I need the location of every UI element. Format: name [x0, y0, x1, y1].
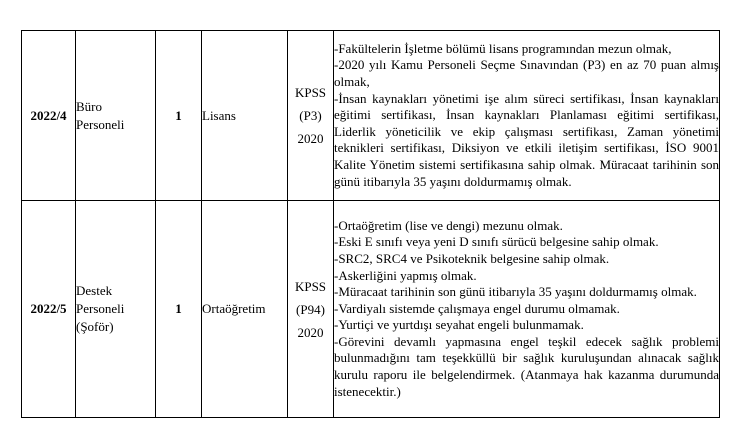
education-level: Lisans: [202, 31, 288, 201]
exam-type-line: 2020: [297, 131, 324, 146]
position-title-line: Personeli: [76, 116, 125, 132]
requirement-item: -2020 yılı Kamu Personeli Seçme Sınavından (P3) en az 70 puan almış olmak,: [334, 57, 719, 90]
requirement-item: -Müracaat tarihinin son günü itibarıyla 35 yaşını doldurmamış olmak.: [334, 284, 697, 300]
exam-type-line: KPSS: [294, 85, 327, 100]
position-code: 2022/5: [22, 201, 76, 418]
position-count: 1: [156, 201, 202, 418]
exam-type-line: 2020: [297, 324, 324, 340]
position-code: 2022/4: [22, 31, 76, 201]
position-title-line: Destek: [76, 283, 113, 298]
requirement-item: -Görevini devamlı yapmasına engel teşkil edecek sağlık problemi bulunmadığını tam teşekküllü bir sağlık kuruluşundan alınacak sağlık kurulu raporu ile belgelendirmek. (Atanmaya hak kazanma durumunda istenecektir.): [334, 333, 719, 399]
requirement-item: -Fakültelerin İşletme bölümü lisans programından mezun olmak,: [334, 40, 672, 56]
table-row: [22, 201, 720, 418]
requirement-item: -Ortaöğretim (lise ve dengi) mezunu olmak.: [334, 217, 563, 233]
education-level: Ortaöğretim: [202, 201, 288, 418]
requirement-item: -Eski E sınıfı veya yeni D sınıfı sürücü belgesine sahip olmak.: [334, 234, 659, 250]
requirement-item: -Askerliğini yapmış olmak.: [334, 267, 477, 283]
table-row: [22, 31, 720, 201]
exam-type-line: KPSS: [294, 278, 327, 294]
job-positions-table: [21, 30, 720, 418]
position-title-line: (Şoför): [76, 319, 114, 334]
requirement-item: -İnsan kaynakları yönetimi işe alım süreci sertifikası, İnsan kaynakları eğitimi sertifikası, İnsan kaynakları Planlaması eğitimi sertifikası, Liderlik yöneticilik ve ekip çalışması sertifikası, Zaman yönetimi teknikleri sertifikası, Diksiyon ve etkili iletişim sertifikası, İSO 9001 Kalite Yönetim sistemi sertifikasına sahip olmak. Müracaat tarihinin son günü itibarıyla 35 yaşını doldurmamış olmak.: [334, 90, 719, 189]
position-title-line: Personeli: [76, 301, 125, 316]
requirement-item: -SRC2, SRC4 ve Psikoteknik belgesine sahip olmak.: [334, 250, 610, 266]
requirements-cell: [334, 31, 720, 201]
exam-type-line: (P3): [299, 108, 322, 123]
exam-type: [288, 31, 334, 201]
position-title-line: Büro: [76, 98, 102, 114]
exam-type-line: (P94): [296, 301, 325, 317]
requirement-item: -Vardiyalı sistemde çalışmaya engel durumu olmamak.: [334, 300, 620, 316]
position-title: [76, 31, 156, 201]
position-count: 1: [156, 31, 202, 201]
requirements-cell: [334, 201, 720, 418]
requirement-item: -Yurtiçi ve yurtdışı seyahat engeli bulunmamak.: [334, 317, 584, 333]
exam-type: [288, 201, 334, 418]
position-title: [76, 201, 156, 418]
